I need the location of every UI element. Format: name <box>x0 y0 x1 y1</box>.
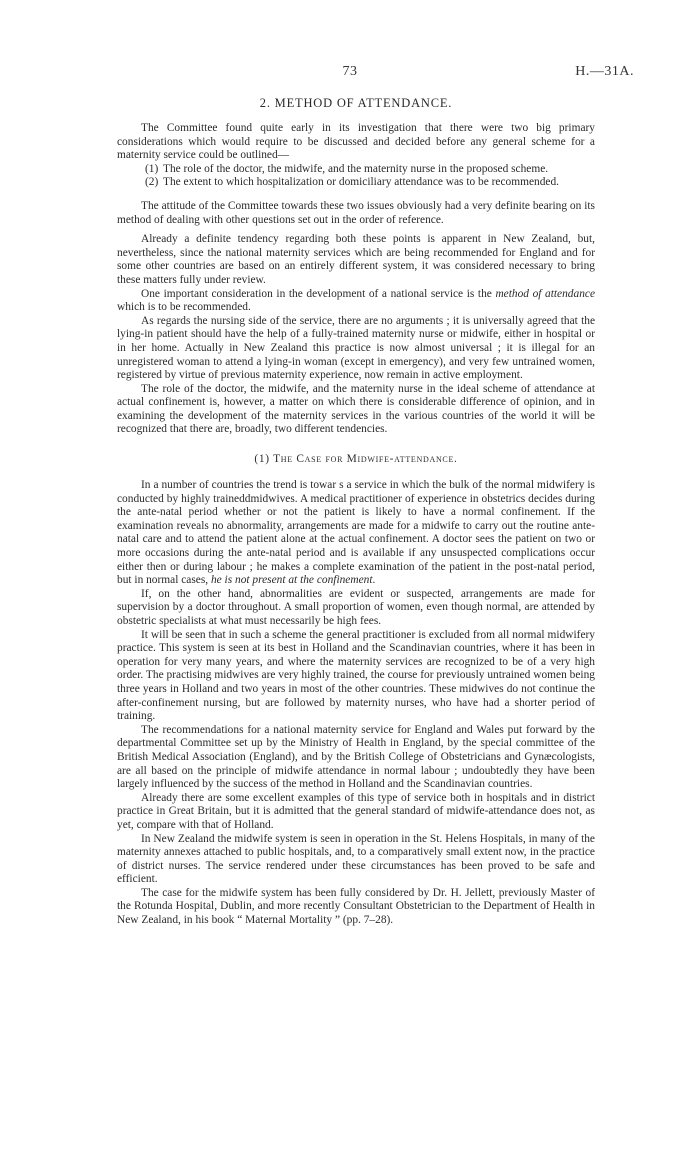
body-paragraph: As regards the nursing side of the service, there are no arguments ; it is universally agreed that the lying-in patient should have the help of a fully-trained maternity nurse or midwife, either in hospital or in her home. Actually in New Zealand this practice is now almost universal ; it is illegal for an unregistered woman to attend a lying-in woman (except in emergency), and very few untrained women, registered by virtue of previous maternity experience, now remain in active employment. <box>117 314 595 382</box>
paragraph-text: . <box>372 574 376 587</box>
document-reference: H.—31A. <box>575 64 634 79</box>
emphasized-text: method of attendance <box>495 287 596 300</box>
body-paragraph: The attitude of the Committee towards these two issues obviously had a very definite bearing on its method of dealing with other questions set out in the order of reference. <box>117 199 595 226</box>
section-intro-paragraph: The Committee found quite early in its investigation that there were two big primary considerations which would require to be discussed and decided before any general scheme for a maternity service could be outlined— <box>117 122 595 162</box>
subsection-title: (1) The Case for Midwife-attendance. <box>254 453 458 466</box>
body-paragraph: The case for the midwife system has been fully considered by Dr. H. Jellett, previously Master of the Rotunda Hospital, Dublin, and more recently Consultant Obstetrician to the Department of Health in New Zealand, in his book “ Maternal Mortality ” (pp. 7–28). <box>117 886 595 927</box>
list-item-number: (1) <box>145 162 159 175</box>
considerations-list <box>117 163 595 190</box>
body-paragraph <box>117 288 595 315</box>
body-paragraph: The role of the doctor, the midwife, and the maternity nurse in the ideal scheme of attendance at actual confinement is, however, a matter on which there is considerable difference of opinion, and in examining the development of the maternity services in the various countries of the world it will be recognized that there are, broadly, two different tendencies. <box>117 382 595 436</box>
body-paragraph: Already a definite tendency regarding both these points is apparent in New Zealand, but, nevertheless, since the national maternity services which are being recommended for England and for some other countries are based on an entirely different system, it was considered necessary to bring these matters fully under review. <box>117 233 595 286</box>
emphasized-text: he is not present at the confinement <box>210 574 373 587</box>
page-content <box>117 96 595 928</box>
paragraph-text: One important consideration in the development of a national service is the <box>141 287 496 300</box>
body-paragraph: The recommendations for a national maternity service for England and Wales put forward by the departmental Committee set up by the Ministry of Health in England, by the special committee of the British Medical Association (England), and by the British College of Obstetricians and Gynæcologists, are all based on the principle of midwife attendance in normal labour ; undoubtedly they have been largely influenced by the success of the method in Holland and the Scandinavian countries. <box>117 723 595 791</box>
list-item-text: The extent to which hospitalization or domiciliary attendance was to be recommended. <box>163 176 560 189</box>
body-paragraph <box>117 479 595 588</box>
body-paragraph: It will be seen that in such a scheme the general practitioner is excluded from all normal midwifery practice. This system is seen at its best in Holland and the Scandinavian countries, where it has been in operation for very many years, and where the maternity services are recognized to be of a very high order. The practising midwives are very highly trained, the course for previously untrained women being three years in Holland and two years in most of the other countries. These midwives do not continue the after-confinement nursing, but are followed by maternity nurses, who have had a shorter period of training. <box>117 628 595 723</box>
page-number: 73 <box>342 64 358 79</box>
paragraph-text: In a number of countries the trend is towar s a service in which the bulk of the normal midwifery is conducted by highly traineddmidwives. A medical practitioner of experience in obstetrics decides during the ante-natal period whether or not the patient is likely to have a normal confinement. If the examination reveals no abnormality, arrangements are made for a midwife to carry out the routine ante-natal care and to attend the patient alone at the actual confinement. A doctor sees the patient on two or more occasions during the ante-natal period and is available if any unsuspected complications occur either then or during labour ; he makes a complete examination of the patient in the post-natal period, but in normal cases, <box>117 479 595 587</box>
list-item <box>123 176 595 190</box>
body-paragraph: In New Zealand the midwife system is seen in operation in the St. Helens Hospitals, in many of the maternity annexes attached to public hospitals, and, to a comparatively small extent now, in the practice of district nurses. The service rendered under these circumstances has been proved to be safe and efficient. <box>117 832 595 886</box>
section-title: 2. METHOD OF ATTENDANCE. <box>259 96 453 110</box>
list-item <box>123 163 595 177</box>
list-item-text: The role of the doctor, the midwife, and the maternity nurse in the proposed scheme. <box>163 162 549 175</box>
list-item-number: (2) <box>145 176 159 189</box>
body-paragraph: If, on the other hand, abnormalities are evident or suspected, arrangements are made for supervision by a doctor throughout. A small proportion of women, even though normal, are attended by obstetric specialists at what must necessarily be high fees. <box>117 587 595 627</box>
body-paragraph: Already there are some excellent examples of this type of service both in hospitals and in district practice in Great Britain, but it is admitted that the general standard of midwife-attendance does not, as yet, compare with that of Holland. <box>117 791 595 831</box>
paragraph-text: which is to be recommended. <box>117 301 251 314</box>
